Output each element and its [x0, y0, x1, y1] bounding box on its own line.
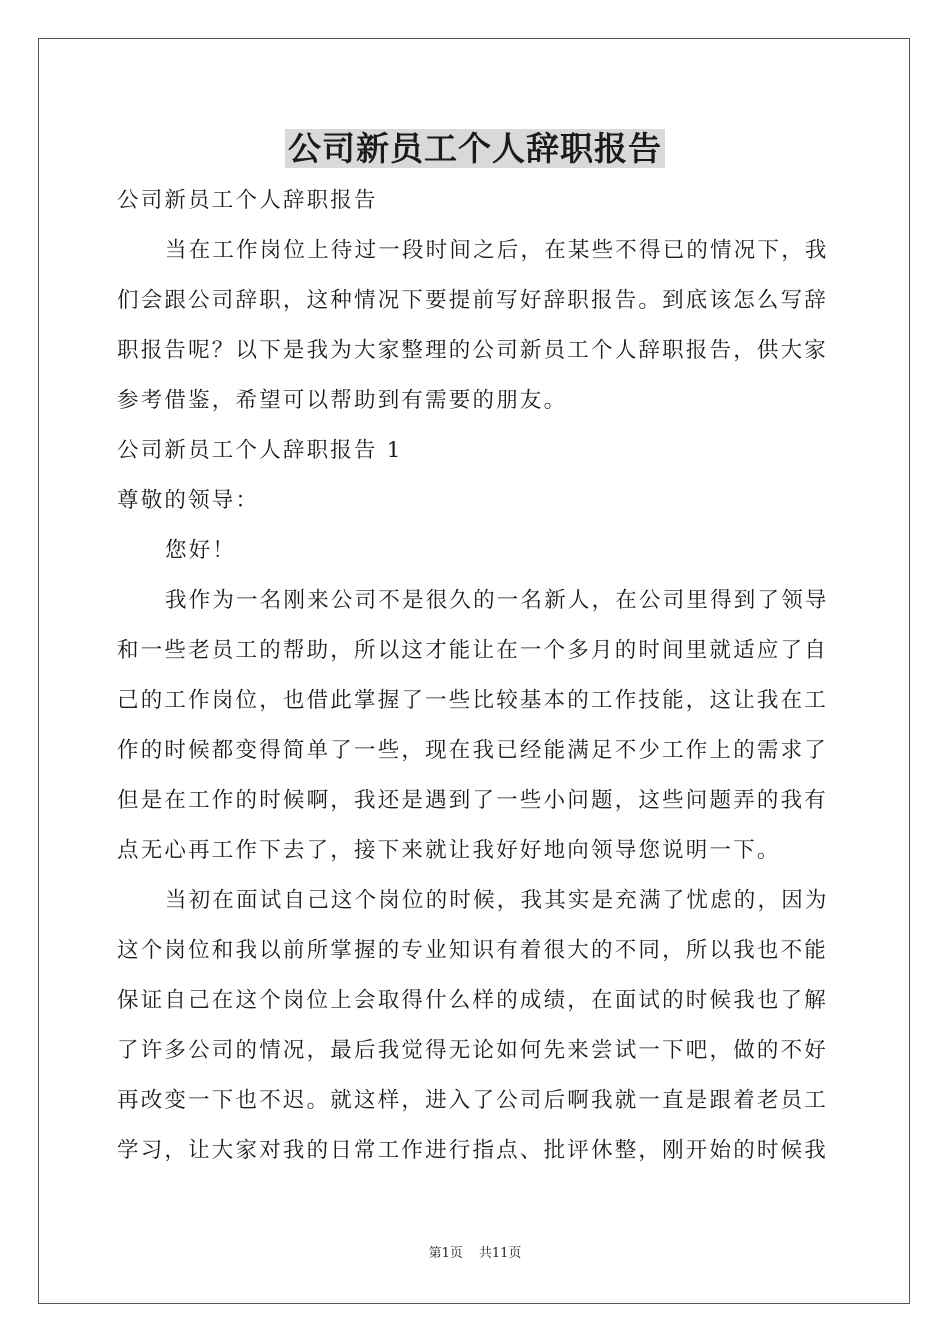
- document-body: [117, 176, 833, 1176]
- paragraph-line: 点无心再工作下去了，接下来就让我好好地向领导您说明一下。: [117, 838, 781, 863]
- page-total: 共11页: [478, 1246, 522, 1261]
- subtitle: 公司新员工个人辞职报告: [117, 188, 378, 213]
- intro-line: 们会跟公司辞职，这种情况下要提前写好辞职报告。到底该怎么写辞: [117, 288, 829, 313]
- paragraph-line: 己的工作岗位，也借此掌握了一些比较基本的工作技能，这让我在工: [117, 688, 829, 713]
- section-heading: 公司新员工个人辞职报告 1: [117, 438, 403, 463]
- page-number: 第1页: [428, 1246, 463, 1261]
- paragraph-line: 学习，让大家对我的日常工作进行指点、批评休整，刚开始的时候我: [117, 1138, 829, 1163]
- page-footer: [0, 1244, 950, 1264]
- paragraph-line: 这个岗位和我以前所掌握的专业知识有着很大的不同，所以我也不能: [117, 938, 829, 963]
- salutation: 尊敬的领导：: [117, 488, 260, 513]
- paragraph-line: 再改变一下也不迟。就这样，进入了公司后啊我就一直是跟着老员工: [117, 1088, 829, 1113]
- paragraph-line: 和一些老员工的帮助，所以这才能让在一个多月的时间里就适应了自: [117, 638, 829, 663]
- intro-line: 当在工作岗位上待过一段时间之后，在某些不得已的情况下，我: [165, 238, 829, 263]
- intro-line: 参考借鉴，希望可以帮助到有需要的朋友。: [117, 388, 568, 413]
- greeting: 您好！: [165, 538, 237, 563]
- document-title: [0, 124, 950, 174]
- paragraph-line: 了许多公司的情况，最后我觉得无论如何先来尝试一下吧，做的不好: [117, 1038, 829, 1063]
- paragraph-line: 保证自己在这个岗位上会取得什么样的成绩，在面试的时候我也了解: [117, 988, 829, 1013]
- paragraph-line: 我作为一名刚来公司不是很久的一名新人，在公司里得到了领导: [165, 588, 829, 613]
- document-title-text: 公司新员工个人辞职报告: [285, 129, 665, 168]
- paragraph-line: 作的时候都变得简单了一些，现在我已经能满足不少工作上的需求了: [117, 738, 829, 763]
- paragraph-line: 但是在工作的时候啊，我还是遇到了一些小问题，这些问题弄的我有: [117, 788, 829, 813]
- intro-line: 职报告呢？以下是我为大家整理的公司新员工个人辞职报告，供大家: [117, 338, 829, 363]
- paragraph-line: 当初在面试自己这个岗位的时候，我其实是充满了忧虑的，因为: [165, 888, 829, 913]
